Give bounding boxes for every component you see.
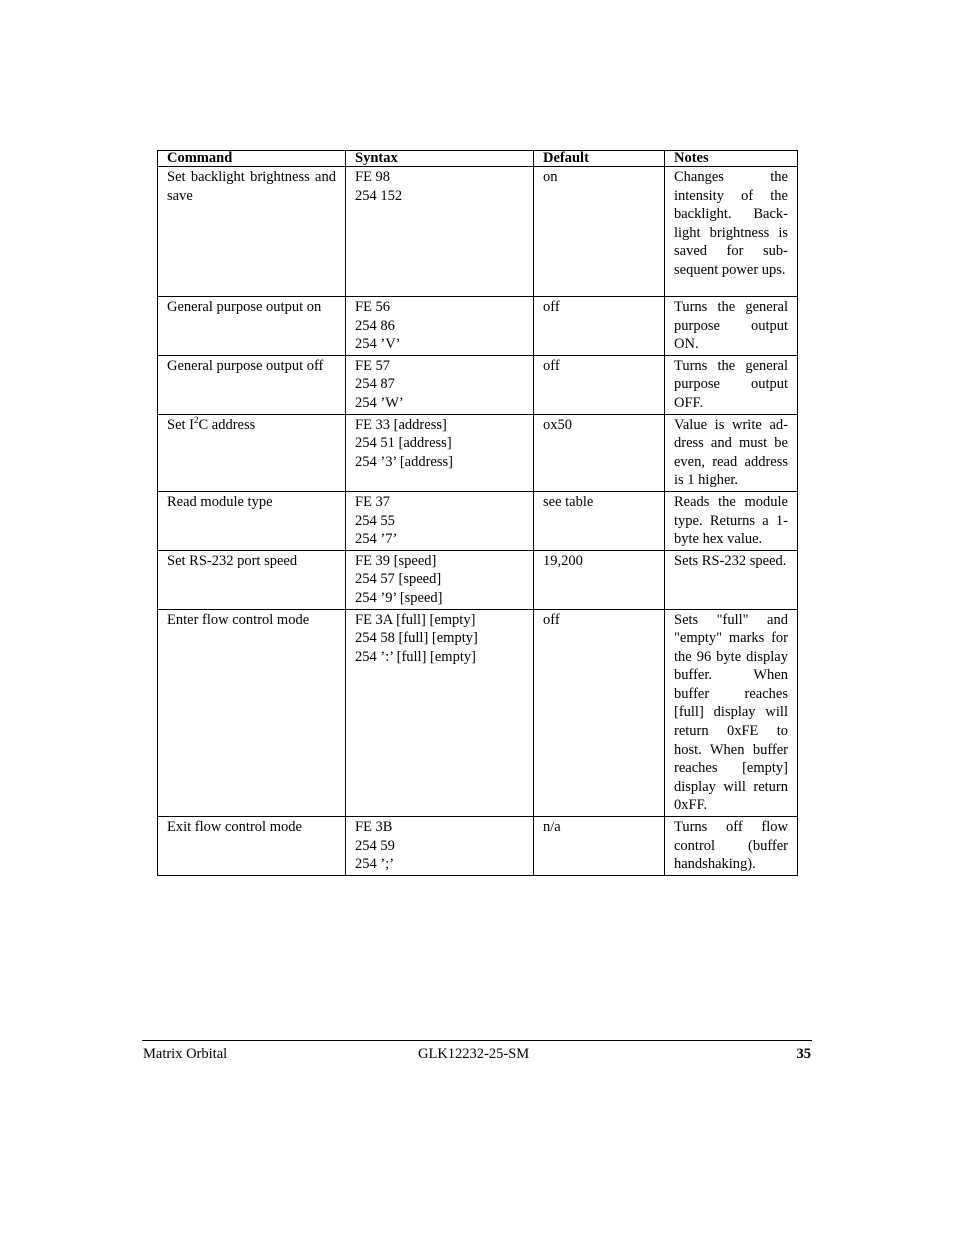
syntax-cell — [346, 491, 534, 550]
table-header-row — [158, 151, 798, 167]
command-text-prefix: Set I — [167, 416, 194, 433]
syntax-line: 254 152 — [355, 187, 403, 204]
notes-cell: Sets "full" and "empty" marks for the 96 byte display buffer. When buffer reaches [full] display will return 0xFE to host. When buffer reaches [empty] display will return 0xFF. — [665, 609, 798, 817]
syntax-line: 254 ’V’ — [355, 336, 401, 353]
table-row — [158, 414, 798, 491]
footer-model: GLK12232-25-SM — [418, 1046, 530, 1062]
notes-cell: Turns the general purpose output OFF. — [665, 355, 798, 414]
syntax-cell — [346, 414, 534, 491]
notes-cell: Value is write address and must be even, read address is 1 higher. — [665, 414, 798, 491]
syntax-cell — [346, 167, 534, 297]
syntax-line: FE 57 — [355, 357, 391, 374]
syntax-line: 254 ’;’ — [355, 856, 395, 873]
syntax-line: 254 59 — [355, 837, 395, 854]
table-row — [158, 609, 798, 817]
syntax-cell — [346, 817, 534, 876]
syntax-line: 254 ’:’ [full] [empty] — [355, 648, 476, 665]
syntax-line: FE 3B — [355, 819, 393, 836]
header-command: Command — [158, 151, 346, 167]
notes-cell: Turns the general purpose output ON. — [665, 297, 798, 356]
default-cell: off — [534, 297, 665, 356]
default-cell: ox50 — [534, 414, 665, 491]
header-syntax: Syntax — [346, 151, 534, 167]
header-notes: Notes — [665, 151, 798, 167]
syntax-line: 254 86 — [355, 317, 395, 334]
syntax-line: FE 33 [address] — [355, 416, 447, 433]
command-cell — [158, 414, 346, 491]
command-cell: Set backlight brightness and save — [158, 167, 346, 297]
command-cell: Exit flow control mode — [158, 817, 346, 876]
table-row — [158, 167, 798, 297]
header-default: Default — [534, 151, 665, 167]
syntax-cell — [346, 609, 534, 817]
syntax-cell — [346, 550, 534, 609]
default-cell: off — [534, 609, 665, 817]
footer-company: Matrix Orbital — [143, 1046, 228, 1062]
table-row — [158, 817, 798, 876]
default-cell: off — [534, 355, 665, 414]
syntax-line: 254 55 — [355, 512, 395, 529]
syntax-line: 254 87 — [355, 376, 395, 393]
command-cell: Read module type — [158, 491, 346, 550]
notes-cell: Changes the intensity of the backlight. Backlight brightness is saved for subsequent power ups. — [665, 167, 798, 297]
page-number: 35 — [796, 1046, 811, 1062]
syntax-line: FE 56 — [355, 299, 391, 315]
syntax-line: FE 3A [full] [empty] — [355, 611, 476, 628]
notes-cell: Turns off flow control (buffer handshaking). — [665, 817, 798, 876]
syntax-line: FE 37 — [355, 493, 391, 510]
default-cell: see table — [534, 491, 665, 550]
table-row — [158, 297, 798, 356]
default-cell: n/a — [534, 817, 665, 876]
syntax-line: 254 58 [full] [empty] — [355, 630, 478, 647]
syntax-cell — [346, 355, 534, 414]
command-superscript: 2 — [193, 414, 199, 425]
syntax-line: 254 ’3’ [address] — [355, 453, 453, 470]
syntax-line: 254 ’9’ [speed] — [355, 589, 443, 606]
syntax-line: FE 39 [speed] — [355, 552, 437, 569]
syntax-line: 254 ’W’ — [355, 394, 404, 411]
syntax-cell — [346, 297, 534, 356]
command-cell: General purpose output off — [158, 355, 346, 414]
command-cell: General purpose output on — [158, 297, 346, 356]
command-text-suffix: C address — [198, 416, 256, 433]
notes-cell: Reads the module type. Returns a 1-byte hex value. — [665, 491, 798, 550]
notes-cell: Sets RS-232 speed. — [665, 550, 798, 609]
table-row — [158, 491, 798, 550]
default-cell: 19,200 — [534, 550, 665, 609]
command-table — [157, 150, 798, 876]
default-cell: on — [534, 167, 665, 297]
table-row — [158, 550, 798, 609]
footer-divider — [142, 1040, 812, 1041]
syntax-line: 254 51 [address] — [355, 435, 452, 452]
syntax-line: 254 ’7’ — [355, 531, 398, 548]
syntax-line: 254 57 [speed] — [355, 571, 442, 588]
command-cell: Enter flow control mode — [158, 609, 346, 817]
command-cell: Set RS-232 port speed — [158, 550, 346, 609]
syntax-line: FE 98 — [355, 169, 391, 185]
table-row — [158, 355, 798, 414]
